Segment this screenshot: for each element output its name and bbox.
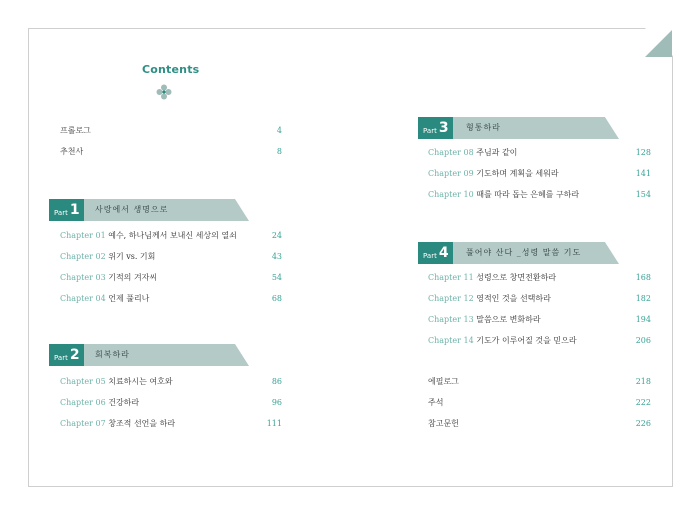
part-badge: Part 2 <box>49 344 84 366</box>
flower-ornament-icon <box>156 84 172 100</box>
toc-row-chapter[interactable]: Chapter 10 때를 따라 돕는 은혜를 구하라 154 <box>428 190 651 199</box>
toc-row-chapter[interactable]: Chapter 12 영적인 것을 선택하라 182 <box>428 294 651 303</box>
toc-row-chapter[interactable]: Chapter 06 건강하라 96 <box>60 398 282 407</box>
toc-row-chapter[interactable]: Chapter 01 예수, 하나님께서 보내신 세상의 열쇠 24 <box>60 231 282 240</box>
part-badge: Part 1 <box>49 199 84 221</box>
toc-row-notes[interactable]: 주석 222 <box>428 398 651 407</box>
toc-row-chapter[interactable]: Chapter 02 위기 vs. 기회 43 <box>60 252 282 261</box>
toc-row-chapter[interactable]: Chapter 08 주님과 같이 128 <box>428 148 651 157</box>
toc-row-chapter[interactable]: Chapter 03 기적의 겨자씨 54 <box>60 273 282 282</box>
toc-row-prologue[interactable]: 프롤로그 4 <box>60 126 282 135</box>
part-title: 사랑에서 생명으로 <box>95 205 169 214</box>
part-4-header <box>418 242 619 264</box>
toc-row-chapter[interactable]: Chapter 04 언제 풀리나 68 <box>60 294 282 303</box>
toc-row-chapter[interactable]: Chapter 07 창조적 선언을 하라 111 <box>60 419 282 428</box>
toc-row-chapter[interactable]: Chapter 09 기도하며 계획을 세워라 141 <box>428 169 651 178</box>
part-badge: Part 4 <box>418 242 453 264</box>
part-badge: Part 3 <box>418 117 453 139</box>
part-2-header <box>49 344 249 366</box>
part-3-header <box>418 117 619 139</box>
toc-row-recommendation[interactable]: 추천사 8 <box>60 147 282 156</box>
toc-row-chapter[interactable]: Chapter 11 성령으로 창면전환하라 168 <box>428 273 651 282</box>
part-title: 회복하라 <box>95 350 130 359</box>
part-1-header <box>49 199 249 221</box>
toc-row-references[interactable]: 참고문헌 226 <box>428 419 651 428</box>
toc-row-chapter[interactable]: Chapter 14 기도가 이루어질 것을 믿으라 206 <box>428 336 651 345</box>
toc-row-chapter[interactable]: Chapter 05 치료하시는 여호와 86 <box>60 377 282 386</box>
toc-row-epilogue[interactable]: 에필로그 218 <box>428 377 651 386</box>
part-title: 풀어야 산다 _성령 말씀 기도 <box>466 248 582 257</box>
toc-title: Contents <box>142 63 200 76</box>
toc-row-chapter[interactable]: Chapter 13 말씀으로 변화하라 194 <box>428 315 651 324</box>
folded-corner-icon <box>645 30 672 57</box>
part-title: 형통하라 <box>466 123 501 132</box>
